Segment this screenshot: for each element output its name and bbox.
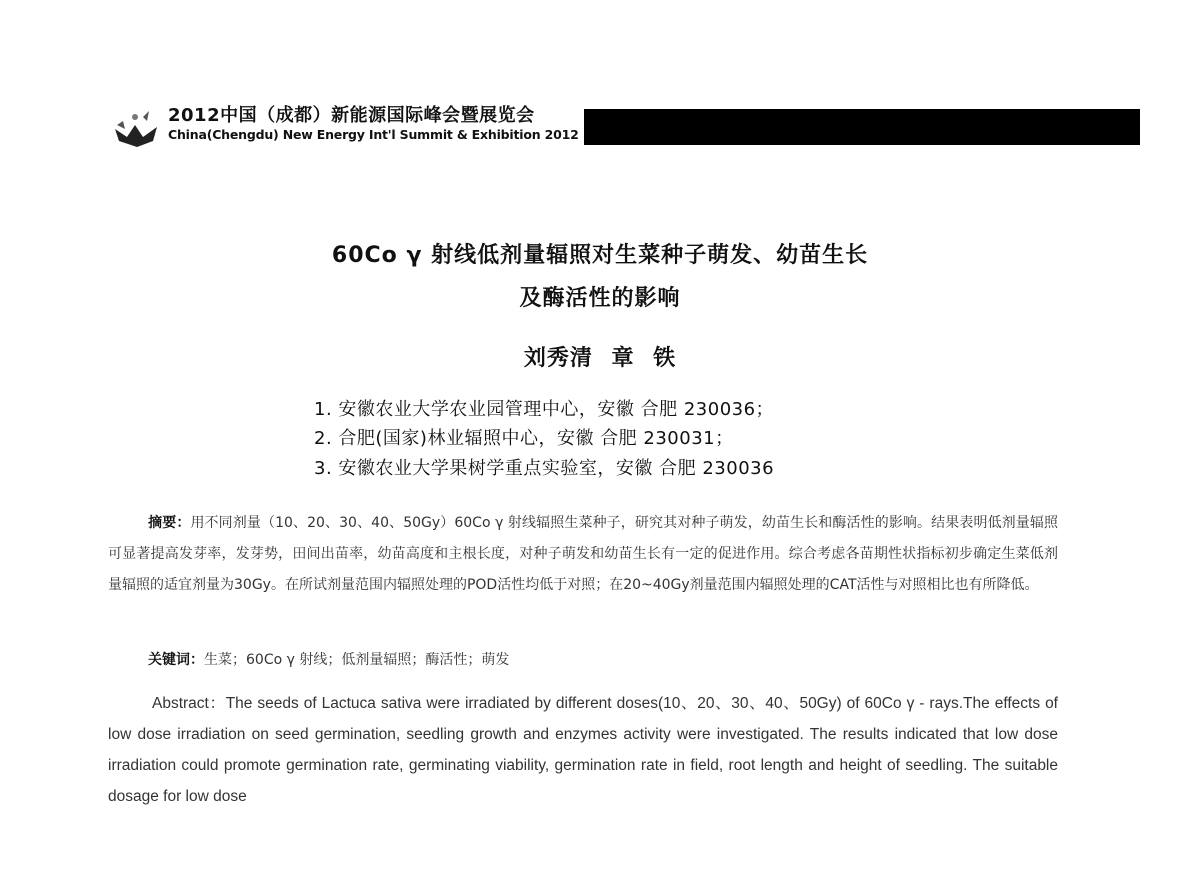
affiliation-1: 1. 安徽农业大学农业园管理中心，安徽 合肥 230036； bbox=[314, 399, 775, 420]
abstract-en-label: Abstract： bbox=[152, 695, 226, 712]
abstract-en-text: The seeds of Lactuca sativa were irradiated by different doses(10、20、30、40、50Gy) of 60Co γ - rays.The effects of low dose irradiation on seed germination, seedling growth and enzymes activity were investigated. The results indicated that low dose irradiation could promote germination rate, germinating viability, germination rate in field, root length and height of seedling. The suitable dosage for low dose bbox=[108, 695, 1058, 805]
paper-title-line-2: 及酶活性的影响 bbox=[519, 286, 681, 311]
abstract-cn-text: 用不同剂量（10、20、30、40、50Gy）60Co γ 射线辐照生菜种子，研究其对种子萌发，幼苗生长和酶活性的影响。结果表明低剂量辐照可显著提高发芽率，发芽势，田间出苗率，幼苗高度和主根长度，对种子萌发和幼苗生长有一定的促进作用。综合考虑各苗期性状指标初步确定生菜低剂量辐照的适宜剂量为30Gy。在所试剂量范围内辐照处理的POD活性均低于对照；在20~40Gy剂量范围内辐照处理的CAT活性与对照相比也有所降低。 bbox=[108, 515, 1059, 593]
keywords bbox=[108, 645, 1058, 676]
affiliation-2: 2. 合肥(国家)林业辐照中心，安徽 合肥 230031； bbox=[314, 428, 734, 449]
paper-title-line-1: 60Co γ 射线低剂量辐照对生菜种子萌发、幼苗生长 bbox=[331, 243, 869, 268]
conference-header bbox=[113, 103, 1140, 149]
abstract-cn-label: 摘要： bbox=[148, 515, 191, 531]
keywords-text: 生菜；60Co γ 射线；低剂量辐照；酶活性；萌发 bbox=[204, 652, 510, 668]
abstract-cn bbox=[108, 508, 1058, 601]
paper-authors: 刘秀清 章 铁 bbox=[523, 346, 677, 371]
conference-logo-icon bbox=[113, 107, 159, 147]
header-bar bbox=[584, 109, 1140, 145]
keywords-label: 关键词： bbox=[148, 652, 204, 668]
affiliation-3: 3. 安徽农业大学果树学重点实验室，安徽 合肥 230036 bbox=[314, 458, 775, 479]
conference-title-cn: 2012中国（成都）新能源国际峰会暨展览会 bbox=[168, 105, 535, 126]
abstract-en bbox=[108, 688, 1058, 812]
conference-title-en: China(Chengdu) New Energy Int'l Summit & Exhibition 2012 bbox=[168, 127, 579, 142]
